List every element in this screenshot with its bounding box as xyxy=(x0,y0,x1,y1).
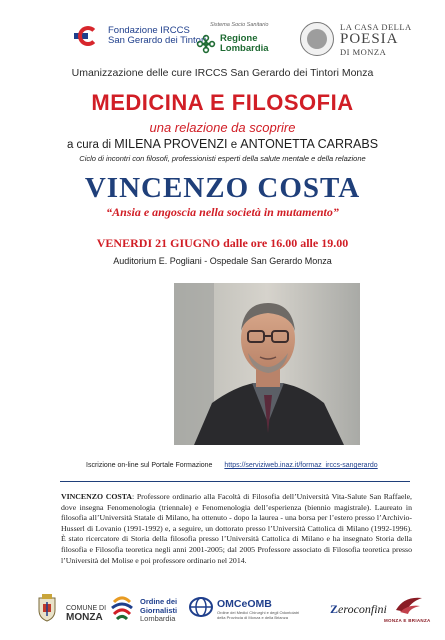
cycle-description: Ciclo di incontri con filosofi, professionisti esperti della salute mentale e della relazione xyxy=(79,154,366,163)
poesia-line3: DI MONZA xyxy=(340,47,387,57)
speaker-photo xyxy=(174,283,360,445)
bio-text: : Professore ordinario alla Facoltà di Filosofia dell’Università Vita-Salute San Raffaele, dove insegna Fenomenologia (triennale) e Fenomenologia dell’esperienza (biennio magistrale). Laureato in filosofia all’Università Statale di Milano, ha ottenuto - dopo la laurea - una borsa per l’estero presso l’Archivio-Husserl di Lovanio (1991-1992) e, a seguire, un dottorato presso l’Università Cattolica di Milano (1992-1996). È stato ricercatore di Storia della filosofia presso l’Università Cattolica di Milano e ha insegnato Storia della filosofia e Filosofia teoretica negli anni 2001-2005; dal 2005 Professore associato di Filosofia teoretica presso l’Università del Molise e poi professore ordinario nel 2014. xyxy=(61,492,412,565)
ordine-giornalisti-icon xyxy=(110,594,134,620)
event-date: VENERDI 21 GIUGNO dalle ore 16.00 alle 19.00 xyxy=(96,236,349,250)
fondazione-name-line2: San Gerardo dei Tintori xyxy=(108,35,207,46)
speaker-name: VINCENZO COSTA xyxy=(84,172,361,204)
poesia-portrait-icon xyxy=(300,22,334,56)
curated-prefix: a cura di xyxy=(66,139,112,151)
omceo-acronym: OMCeOMB xyxy=(217,598,272,610)
talk-title: “Ansia e angoscia nella società in mutamento” xyxy=(106,205,339,219)
sistema-socio-sanitario-label: Sistema Socio Sanitario xyxy=(210,22,269,28)
zeroconfini-logo xyxy=(330,602,387,617)
poesia-line2: POESIA xyxy=(340,31,399,47)
event-venue: Auditorium E. Pogliani - Ospedale San Gerardo Monza xyxy=(113,256,332,266)
header-logos xyxy=(0,0,445,62)
curator-join: e xyxy=(230,139,238,151)
ordine-giornalisti-text xyxy=(140,598,177,624)
main-title: MEDICINA E FILOSOFIA xyxy=(91,90,354,115)
giornalisti-line3: Lombardia xyxy=(140,614,176,623)
poesia-line1: LA CASA DELLA xyxy=(340,22,412,32)
regione-line1: Regione xyxy=(220,33,258,44)
registration-line xyxy=(86,462,378,469)
omceo-icon xyxy=(188,596,214,618)
giornalisti-line1: Ordine dei xyxy=(140,597,178,606)
regione-line2: Lombardia xyxy=(220,43,269,54)
bio-name: VINCENZO COSTA xyxy=(61,492,132,501)
comune-line2: MONZA xyxy=(66,612,103,623)
fondazione-mark-icon xyxy=(74,24,104,48)
monza-crest-icon xyxy=(36,594,58,622)
event-series: Umanizzazione delle cure IRCCS San Gerardo dei Tintori Monza xyxy=(71,67,374,79)
zeroconfini-initial: Z xyxy=(330,602,339,616)
subtitle: una relazione da scoprire xyxy=(149,120,296,135)
monza-brianza-logo-icon xyxy=(394,592,424,616)
rosa-camuna-icon xyxy=(196,34,216,54)
giornalisti-line2: Giornalisti xyxy=(140,605,178,615)
omceo-line1: Ordine dei Medici Chirurghi e degli Odontoiatri xyxy=(217,610,300,615)
footer-logos xyxy=(0,590,445,640)
monza-brianza-text: MONZA E BRIANZA xyxy=(384,618,431,623)
registration-link[interactable]: https://serviziweb.inaz.it/formaz_irccs-sangerardo xyxy=(224,462,378,469)
speaker-bio xyxy=(61,492,412,566)
registration-label: Iscrizione on-line sul Portale Formazione xyxy=(86,462,213,469)
comune-monza-text xyxy=(66,604,106,622)
curators xyxy=(0,137,445,151)
fondazione-logo xyxy=(74,24,206,48)
curator-1: MILENA PROVENZI xyxy=(114,137,228,151)
curator-2: ANTONETTA CARRABS xyxy=(240,137,379,151)
comune-line1: COMUNE DI xyxy=(66,605,107,612)
fondazione-name-line1: Fondazione IRCCS xyxy=(108,25,190,36)
zeroconfini-rest: eroconfini xyxy=(338,602,387,616)
section-divider xyxy=(60,481,410,482)
omceo-line2: della Provincia di Monza e della Brianza xyxy=(217,615,288,620)
speaker-portrait-icon xyxy=(174,283,360,445)
omceo-text xyxy=(217,598,317,620)
